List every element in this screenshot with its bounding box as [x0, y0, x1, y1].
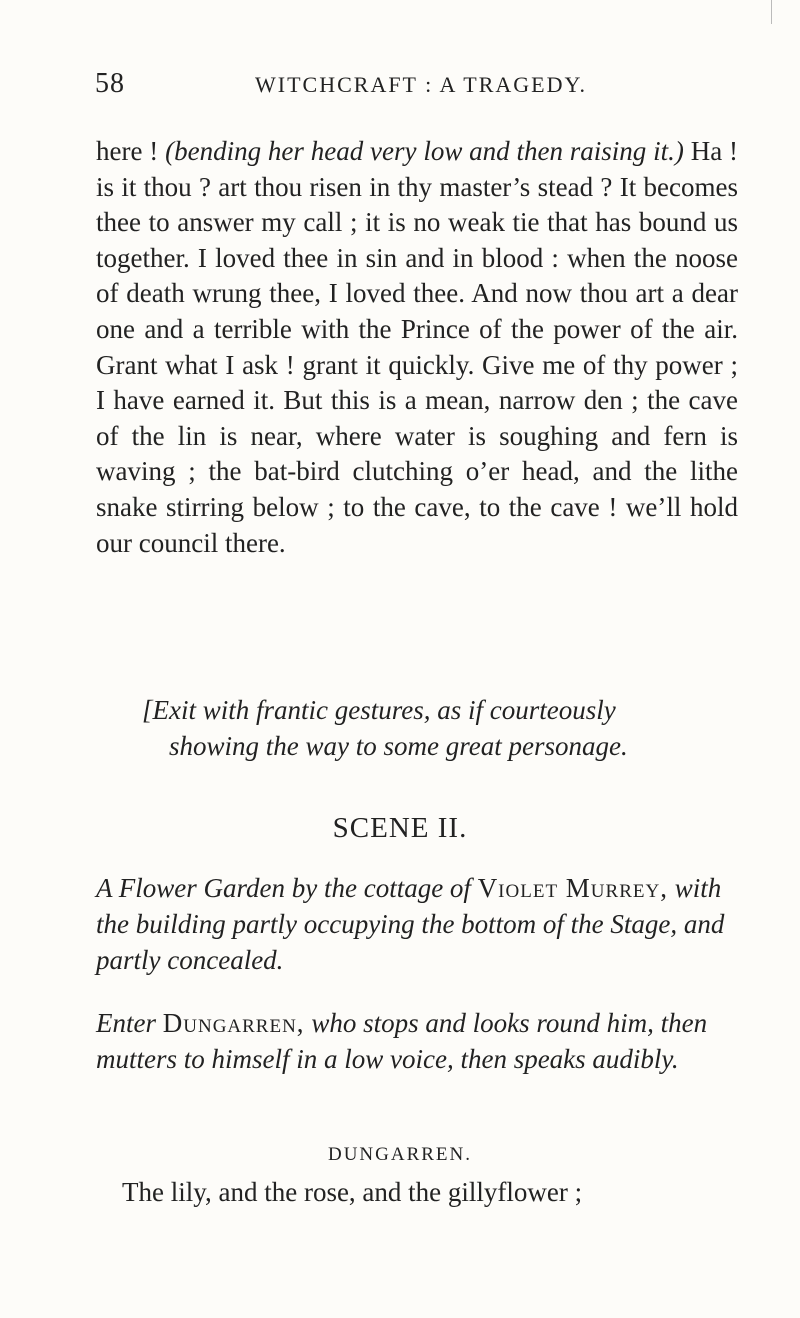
- speaker-name: DUNGARREN.: [327, 1144, 473, 1165]
- setting-character-name: Violet Murrey,: [477, 873, 668, 903]
- scene-setting: [96, 870, 738, 978]
- setting-text-b: with the building partly occupying the bottom of the Stage, and partly concealed.: [96, 873, 725, 975]
- scene-heading: SCENE II.: [332, 812, 468, 844]
- running-title: WITCHCRAFT : A TRAGEDY.: [255, 72, 588, 97]
- exit-direction-line-2: showing the way to some great personage.: [169, 730, 628, 761]
- stage-direction-inline: (bending her head very low and then raising it.): [165, 136, 684, 166]
- enter-word: Enter: [96, 1008, 163, 1038]
- verse-line: The lily, and the rose, and the gillyflower ;: [122, 1177, 583, 1207]
- page-number: 58: [95, 68, 125, 99]
- exit-stage-direction: [142, 693, 742, 764]
- entrance-direction: [96, 1005, 738, 1077]
- speech-opening: here !: [96, 136, 166, 166]
- entrance-rest: who stops and looks round him, then mutters to himself in a low voice, then speaks audibly.: [96, 1008, 708, 1074]
- speech-body: Ha ! is it thou ? art thou risen in thy master’s stead ? It becomes thee to answer my call ; it is no weak tie that has bound us together. I loved thee in sin and in blood : when the noose of death wrung thee, I loved thee. And now thou art a dear one and a terrible with the Prince of the power of the air. Grant what I ask ! grant it quickly. Give me of thy power ; I have earned it. But this is a mean, narrow den ; the cave of the lin is near, where water is soughing and fern is waving ; the bat-bird clutching o’er head, and the lithe snake stirring below ; to the cave, to the cave ! we’ll hold our council there.: [96, 136, 738, 558]
- speech-paragraph: [96, 134, 738, 561]
- entering-character: Dungarren,: [162, 1008, 305, 1038]
- setting-text-a: A Flower Garden by the cottage of: [96, 873, 478, 903]
- exit-direction-line-1: [Exit with frantic gestures, as if courteously: [142, 695, 616, 725]
- page-edge-mark: [771, 0, 772, 24]
